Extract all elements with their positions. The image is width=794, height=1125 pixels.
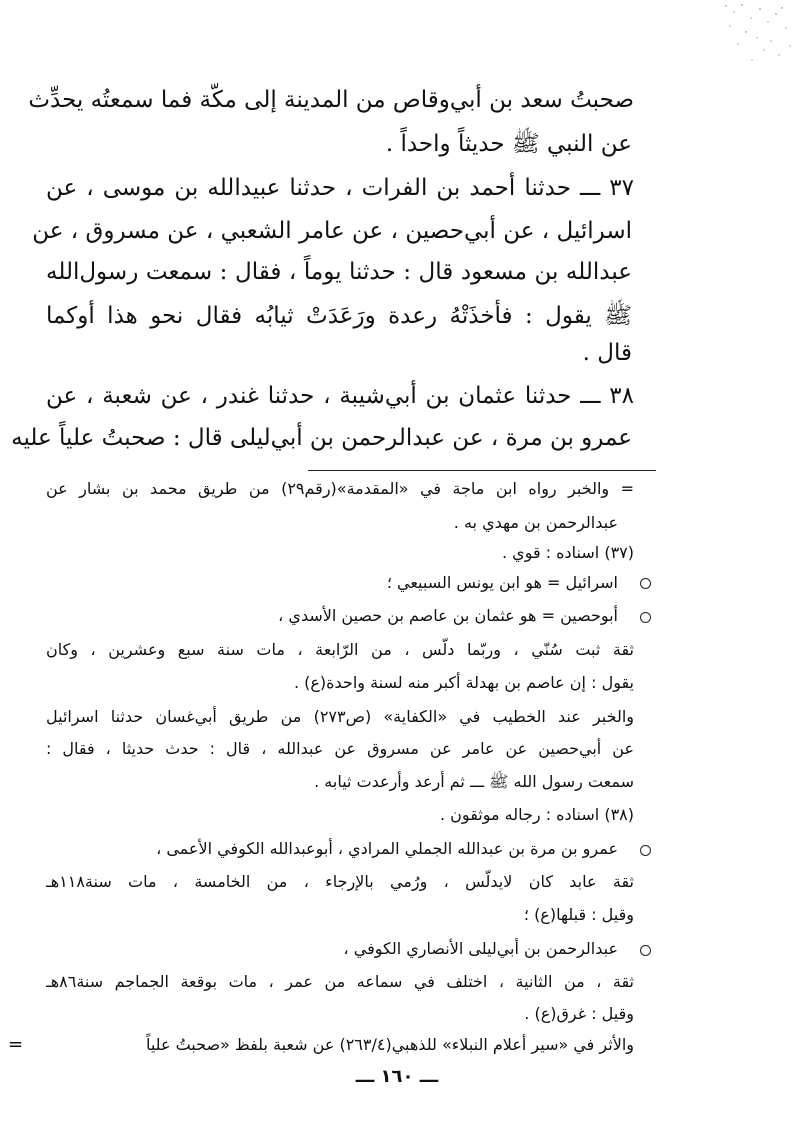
hadith-37-heading: ٣٧ ـــ حدثنا أحمد بن الفرات ، حدثنا عبيدالله بن موسى ، عن <box>46 175 634 201</box>
footnote-line-18: والأثر في «سير أعلام النبلاء» للذهبي(٢٦٣/٤) عن شعبة بلفظ «صحبتُ علياً <box>145 1035 634 1054</box>
footnote-line-15: عبدالرحمن بن أبي‌ليلى الأنصاري الكوفي ، <box>343 939 618 958</box>
page-number: ـــ ١٦٠ ـــ <box>355 1066 439 1087</box>
main-line-1: صحبتُ سعد بن أبي‌وقاص من المدينة إلى مكّة فما سمعتُه يحدِّث <box>28 87 634 113</box>
bullet-circle-icon <box>640 578 651 589</box>
bullet-circle-icon <box>640 612 651 623</box>
main-line-9: عمرو بن مرة ، عن عبدالرحمن بن أبي‌ليلى قال : صحبتُ علياً عليه <box>11 425 632 451</box>
main-line-5: عبدالله بن مسعود قال : حدثنا يوماً ، فقال : سمعت رسول‌الله <box>46 259 632 285</box>
footnote-line-16: ثقة ، من الثانية ، اختلف في سماعه من عمر ، مات بوقعة الجماجم سنة٨٦هـ <box>46 972 634 991</box>
footnote-line-2: عبدالرحمن بن مهدي به . <box>453 513 618 532</box>
footnote-line-5: أبوحصين = هو عثمان بن عاصم بن حصين الأسدي ، <box>278 606 618 625</box>
footnote-line-10: سمعت رسول الله ﷺ ـــ ثم أرعد وأرعدت ثيابه . <box>314 772 634 791</box>
footnote-line-8: والخبر عند الخطيب في «الكفاية» (ص٢٧٣) من طريق أبي‌غسان حدثنا اسرائيل <box>46 707 634 726</box>
main-line-6: ﷺ يقول : فأخذَتْهُ رعدة ورَعَدَتْ ثيابُه فقال نحو هذا أوكما <box>46 303 632 329</box>
bullet-circle-icon <box>640 845 651 856</box>
footnote-line-6: ثقة ثبت سُنّي ، وربّما دلّس ، من الرّابعة ، مات سنة سبع وعشرين ، وكان <box>46 640 634 659</box>
footnote-line-9: عن أبي‌حصين عن عامر عن مسروق عن عبدالله ، قال : حدث حديثا ، فقال : <box>46 739 634 758</box>
footnote-38-heading: (٣٨) اسناده : رجاله موثقون . <box>440 805 634 824</box>
continuation-mark: = <box>8 1034 24 1055</box>
main-line-2: عن النبي ﷺ حديثاً واحداً . <box>385 131 632 157</box>
footnote-37-heading: (٣٧) اسناده : قوي . <box>502 543 634 562</box>
footnote-line-12: عمرو بن مرة بن عبدالله الجملي المرادي ، أبوعبدالله الكوفي الأعمى ، <box>156 839 618 858</box>
hadith-38-heading: ٣٨ ـــ حدثنا عثمان بن أبي‌شيبة ، حدثنا غندر ، عن شعبة ، عن <box>46 383 634 409</box>
footnote-line-13: ثقة عابد كان لايدلّس ، ورُمي بالإرجاء ، من الخامسة ، مات سنة١١٨هـ <box>46 872 634 891</box>
bullet-circle-icon <box>640 945 651 956</box>
footnote-line-17: وقيل : غرق(ع) . <box>524 1004 634 1023</box>
footnote-separator <box>308 470 656 471</box>
footnote-line-7: يقول : إن عاصم بن بهدلة أكبر منه لسنة واحدة(ع) . <box>293 673 634 692</box>
footnote-line-14: وقيل : قبلها(ع) ؛ <box>523 905 634 924</box>
main-line-4: اسرائيل ، عن أبي‌حصين ، عن عامر الشعبي ، عن مسروق ، عن <box>32 218 632 244</box>
footnote-line-4: اسرائيل = هو ابن يونس السبيعي ؛ <box>386 573 618 592</box>
footnote-line-1: = والخبر رواه ابن ماجة في «المقدمة»(رقم٢٩) من طريق محمد بن بشار عن <box>46 479 634 498</box>
main-line-7: قال . <box>582 340 632 366</box>
